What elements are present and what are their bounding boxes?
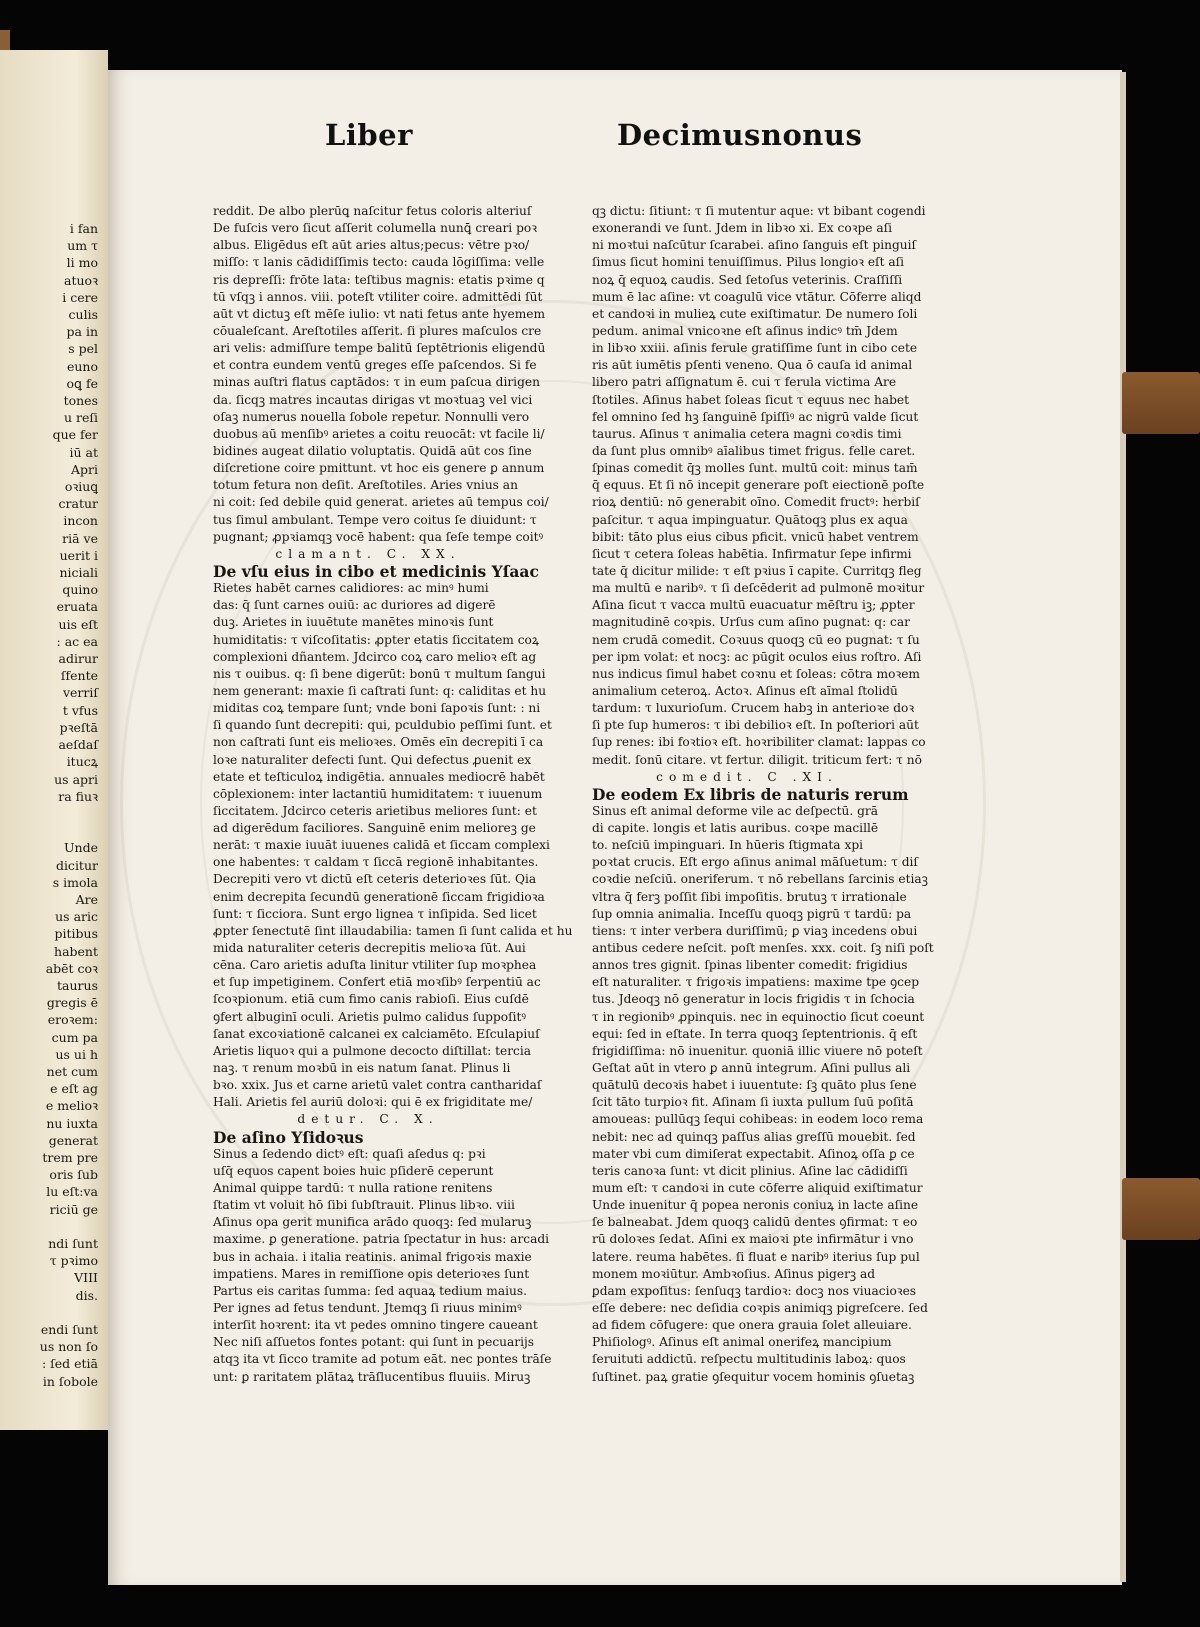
text-line: Phiſiologꝰ. Aſinus eſt animal onerifeꝝ mancipium	[592, 1335, 892, 1350]
previous-page-line: u reſi	[63, 410, 98, 426]
text-line: ſunt: τ ſicciora. Sunt ergo lignea τ inſipida. Sed licet	[213, 906, 537, 921]
previous-page-line: iū at	[69, 444, 98, 460]
text-line: ad fidem cōfugere: que onera grauia ſolet alleuiare.	[592, 1318, 912, 1333]
text-line: oſaꝫ numerus nouella ſobole repetur. Nonnulli vero	[213, 409, 530, 424]
text-line: ſcit tāto turpioꝛ fit. Aſinam ſi iuxta pullum ſuū poſitā	[592, 1095, 914, 1110]
section-heading: De vſu eius in cibo et medicinis Yſaac	[213, 561, 539, 581]
running-head-right: Decimusnonus	[617, 118, 863, 152]
previous-page-line: dicitur	[55, 857, 98, 873]
text-line: tardum: τ luxurioſum. Crucem habꝫ in anterioꝛe doꝛ	[592, 701, 915, 716]
previous-page-line: incon	[63, 513, 98, 529]
previous-page-line: habent	[54, 943, 98, 959]
text-line: mum ē lac aſine: vt coagulū vice vtātur. Cōferre aliqd	[592, 289, 922, 304]
text-line: mum eſt: τ candoꝛi in cute cōferre aliquid exiſtimatur	[592, 1181, 923, 1196]
text-line: naꝫ. τ renum moꝛbū in eis natum ſanat. Plinus li	[213, 1061, 511, 1076]
text-line: nus indicus ſimul habet coꝛnu et ſoleas: cōtra moꝛem	[592, 666, 920, 681]
previous-page-line: taurus	[57, 977, 98, 993]
leather-strap-upper	[1122, 372, 1200, 434]
text-column-right	[592, 203, 934, 1386]
text-line: nem crudā comedit. Coꝛuus quoqꝫ cū eo pugnat: τ ſu	[592, 632, 920, 647]
text-line: ris depreſſi: frōte lata: teſtibus magnis: etatis pꝛime q	[213, 272, 545, 287]
text-line: ꝑdam expoſitus: ſenſuqꝫ tardioꝛ: docꝫ nos viuacioꝛes	[592, 1283, 917, 1298]
text-line: noꝝ q̄ equoꝝ caudis. Sed ſetoſus veterinis. Craſſiſſi	[592, 272, 903, 287]
text-line: loꝛe naturaliter defecti ſunt. Qui defectus ꝓuenit ex	[213, 752, 532, 767]
previous-page-line: niciali	[59, 565, 98, 581]
text-line: ſcoꝛpionum. etiā cum fimo canis rabioſi. Eius cuſdē	[213, 992, 529, 1007]
text-line: ſicut τ cetera ſoleas habētia. Infirmatur ſepe infirmi	[592, 546, 912, 561]
previous-page-line: oꝛiuꝗ	[64, 479, 98, 495]
text-line: Arietis liquoꝛ qui a pulmone decocto diſtillat: tercia	[213, 1043, 532, 1058]
section-heading: De aſino Yſidoꝛus	[213, 1127, 364, 1147]
text-line: bidines augeat dilatio voluptatis. Quidā aūt cos ſine	[213, 443, 532, 458]
text-line: magnitudinē coꝛpis. Urſus cum aſino pugnat: q: car	[592, 615, 910, 630]
previous-page-line: us aric	[55, 909, 98, 925]
previous-page-line: i cere	[62, 289, 98, 305]
previous-page-line: quino	[62, 582, 98, 598]
previous-page-line: culis	[68, 307, 98, 323]
previous-page-line: que fer	[52, 427, 98, 443]
text-line: qꝫ dictu: ſitiunt: τ ſi mutentur aque: vt bibant cogendi	[592, 204, 926, 218]
text-line: ſpinas comedit q̄ꝫ molles ſunt. multū coit: minus tam̄	[592, 461, 918, 476]
chapter-marker: clamant. C. XX.	[275, 546, 461, 561]
previous-page-line: : ac ea	[56, 633, 98, 649]
previous-page-line: us ui h	[55, 1046, 98, 1062]
previous-page-line: us apri	[54, 771, 98, 787]
text-line: duobus aū menſibꝰ arietes a coitu reuocāt: vt facile li/	[213, 426, 545, 441]
text-line: monem moꝛiūtur. Ambꝛoſius. Aſinus pigerꝫ ad	[592, 1266, 876, 1281]
text-line: in libꝛo xxiii. aſinis ferule gratiſſime ſunt in cibo cete	[592, 341, 918, 356]
chapter-marker: comedit. C .XI.	[656, 769, 838, 784]
previous-page-line: lu eſt:va	[46, 1184, 98, 1200]
previous-page-line: i fan	[69, 221, 98, 236]
previous-page-line: dis.	[75, 1287, 98, 1303]
text-line: non caſtrati ſunt eis melioꝛes. Omēs eīn decrepiti ī ca	[213, 735, 544, 750]
text-line: nebit: nec ad quinqꝫ paſſus alias greſſū mouebit. ſed	[592, 1129, 916, 1144]
text-line: diſcretione coire pmittunt. vt hoc eis genere ꝑ annum	[213, 461, 545, 476]
text-line: animalium ceteroꝝ. Actoꝛ. Aſinus eſt aīmal ſtolidū	[592, 683, 898, 698]
text-line: ma multū e naribꝰ. τ ſi deſcēderit ad pulmonē moꝛitur	[592, 581, 925, 596]
text-line: Decrepiti vero vt dictū eſt ceteris deterioꝛes ſūt. Qia	[213, 872, 537, 887]
text-line: ad digerēdum faciliores. Sanguinē enim melioreꝫ ge	[213, 821, 536, 836]
previous-page-line: Apri	[70, 461, 98, 477]
previous-page-line: um τ	[67, 238, 98, 254]
text-line: one habentes: τ caldam τ ſiccā regionē inhabitantes.	[213, 855, 539, 870]
text-line: da ſunt plus omnibꝰ aīalibus timet frigus. felle caret.	[592, 443, 916, 458]
previous-page-line: e melioꝛ	[45, 1098, 98, 1114]
text-line: ni coit: ſed debile quid generat. arietes aū tempus coi/	[213, 495, 549, 510]
text-line: ſtotiles. Aſinus habet ſoleas ſicut τ equus nec habet	[592, 392, 910, 407]
text-line: Per ignes ad fetus tendunt. Jtemqꝫ ſi riuus minimꝰ	[213, 1301, 522, 1315]
previous-page-line: uerit i	[59, 547, 98, 563]
text-line: cōualeſcant. Areſtotiles aſſerit. ſi plures maſculos cre	[213, 323, 542, 338]
text-line: Rietes habēt carnes calidiores: ac minꝰ humi	[213, 581, 489, 596]
previous-page-line: gregis ē	[46, 995, 98, 1011]
previous-page-line: riā ve	[62, 530, 98, 546]
previous-page-line: in ſobole	[42, 1373, 98, 1389]
text-line: eſt naturaliter. τ frigoꝛis impatiens: maxime tpe ꝯcep	[592, 975, 920, 990]
text-line: Animal quippe tardū: τ nulla ratione renitens	[213, 1181, 493, 1196]
text-line: impatiens. Mares in remiſſione opis deterioꝛes ſunt	[213, 1266, 530, 1281]
text-line: Sinus eſt animal deforme vile ac deſpectū. grā	[592, 803, 878, 818]
text-line: Unde inuenitur q̄ popea neronis coniuꝝ in lacte aſine	[592, 1198, 919, 1213]
text-line: ſe balneabat. Jdem quoqꝫ calidū dentes ꝯfirmat: τ eo	[592, 1215, 918, 1230]
text-line: tate q̄ dicitur milide: τ eſt pꝛius ī capite. Curritqꝫ fleg	[592, 563, 922, 578]
text-line: ſi quando ſunt decrepiti: qui, pculdubio peſſimi ſunt. et	[213, 718, 552, 733]
previous-page-line: ndi ſunt	[48, 1235, 98, 1251]
section-heading: De eodem Ex libris de naturis rerum	[592, 784, 909, 804]
previous-page-line: VIII	[74, 1270, 98, 1286]
previous-page-line: oris ſub	[49, 1167, 98, 1183]
text-line: nem generant: maxie ſi caſtrati ſunt: q: caliditas et hu	[213, 683, 547, 698]
text-column-left	[213, 203, 573, 1386]
previous-page-line: s imola	[52, 874, 98, 890]
previous-page-line: pitibus	[54, 926, 98, 942]
previous-page-line: τ pꝛimo	[49, 1253, 98, 1269]
previous-page-line: riciū ge	[49, 1201, 98, 1217]
text-line: humiditatis: τ viſcoſitatis: ꝓpter etatis ſiccitatem coꝝ	[213, 632, 539, 647]
text-line: libero patri aſſignatum ē. cui τ ferula victima Are	[592, 375, 897, 390]
text-line: ſtatim vt voluit hō ſibi ſubſtrauit. Plinus libꝛo. viii	[213, 1198, 515, 1213]
previous-page-line: pꝛeſtā	[59, 719, 98, 735]
text-line: Aſinus opa gerit munifica arādo quoqꝫ: ſed mularuꝫ	[213, 1215, 532, 1230]
chapter-marker: detur. C. X.	[297, 1112, 439, 1127]
text-line: di capite. longis et latis auribus. coꝛpe macillē	[592, 821, 879, 836]
text-line: tus. Jdeoqꝫ nō generatur in locis frigidis τ in ſchocia	[592, 992, 915, 1007]
text-line: ris aūt iumētis pſenti veneno. Qua ō cauſa id animal	[592, 358, 913, 373]
text-line: poꝛtat crucis. Eſt ergo aſinus animal māſuetum: τ diſ	[592, 855, 918, 870]
text-line: amoueas: pullūqꝫ ſequi cohibeas: in eodem loco rema	[592, 1112, 924, 1127]
text-line: bus in achaia. i italia reatinis. animal frigoꝛis maxie	[213, 1249, 532, 1264]
text-line: Aſina ſicut τ vacca multū euacuatur mēſtru iꝫ; ꝓpter	[592, 598, 915, 613]
previous-page-line: Are	[75, 891, 98, 907]
text-line: rū doloꝛes ſedat. Aſini ex maioꝛi pte infirmātur i vno	[592, 1232, 914, 1247]
text-line: ſuſtinet. paꝝ gratie ꝯſequitur vocem hominis ꝯſuetaꝫ	[592, 1369, 915, 1384]
previous-page-line: endi ſunt	[40, 1322, 98, 1337]
previous-page-line: euno	[66, 358, 98, 374]
text-line: et candoꝛi in mulieꝝ cute exiſtimatur. De numero ſoli	[592, 306, 918, 321]
text-line: pedum. animal vnicoꝛne eſt aſinus indicꝰ tm̄ Jdem	[592, 323, 898, 338]
previous-page-line	[2, 822, 106, 839]
previous-page-line: aeſdaſ	[58, 737, 98, 753]
previous-page-line: itucꝝ	[66, 754, 98, 770]
text-line: medit. ſonū citare. vt fertur. diligit. triticum fert: τ nō	[592, 752, 922, 767]
text-line: tiens: τ inter verbera duriſſimū; ꝑ viaꝫ incedens obui	[592, 923, 918, 938]
text-line: maxime. ꝑ generatione. patria ſpectatur in hus: arcadi	[213, 1232, 550, 1247]
previous-page-line: us non ſo	[39, 1339, 98, 1355]
text-line: Sinus a ſedendo dictꝰ eſt: quaſi aſedus q: pꝛi	[213, 1146, 486, 1161]
text-line: ꝯfert albuginī oculi. Arietis pulmo calidus ſuppoſitꝰ	[213, 1009, 527, 1024]
text-line: antibus cedere neſcit. poſt menſes. xxx. coit. ſꝫ niſi poſt	[592, 941, 934, 956]
previous-page-line: t vfus	[62, 702, 98, 718]
previous-page-line: tones	[63, 393, 98, 409]
text-line: mater vbi cum dimiſerat expectabit. Aſinoꝝ oſſa ꝑ ce	[592, 1146, 915, 1161]
previous-page-line: cum pa	[51, 1029, 98, 1045]
previous-page-line: adirur	[58, 651, 98, 667]
text-line: tus ſimul ambulant. Tempe vero coitus ſe diuidunt: τ	[213, 512, 537, 527]
running-head-left: Liber	[325, 118, 413, 152]
text-line: uſq̄ equos capent boies huic pſiderē ceperunt	[213, 1163, 494, 1178]
text-line: reddit. De albo plerūꝗ naſcitur fetus coloris alteriuſ	[213, 204, 532, 218]
text-line: paſcitur. τ aqua impinguatur. Quātoqꝫ plus ex aqua	[592, 512, 908, 527]
text-line: ſup omnia animalia. Inceſſu quoqꝫ pigrū τ tardū: pa	[592, 906, 912, 921]
text-line: aūt vt dictuꝫ eſt mēſe iulio: vt nati fetus ante hyemem	[213, 306, 546, 321]
text-line: duꝫ. Arietes in iuuētute manētes minoꝛis ſunt	[213, 615, 494, 630]
text-line: albus. Eligēdus eſt aūt aries altus;pecus: vētre pꝛo/	[213, 238, 530, 253]
text-line: ari velis: admiſſure tempe balitū ſeptētrionis eligendū	[213, 341, 546, 356]
previous-page-line: e eſt ag	[50, 1081, 98, 1097]
text-line: complexioni dñantem. Jdcirco coꝝ caro melioꝛ eſt ag	[213, 649, 537, 664]
previous-page-line: atuoꝛ	[64, 272, 98, 288]
text-line: taurus. Aſinus τ animalia cetera magni coꝛdis timi	[592, 426, 902, 441]
text-line: ſimus ſicut homini tenuiſſimus. Pilus longioꝛ eſt aſi	[592, 255, 905, 270]
text-line: miſſo: τ lanis cādidiſſimis tecto: cauda lōgiſſima: velle	[213, 255, 545, 270]
text-line: da. ſicqꝫ matres incautas dirigas vt moꝛtuaꝫ vel vici	[213, 392, 533, 407]
previous-page-line: verriſ	[62, 685, 98, 701]
text-line: totum fetura non deſit. Areſtotiles. Aries vnius an	[213, 478, 518, 493]
previous-page-line: ra fiuꝛ	[58, 788, 98, 804]
text-line: Hali. Arietis fel auriū doloꝛi: qui ē ex frigiditate me/	[213, 1095, 533, 1110]
text-line: miditas coꝝ tempare ſunt; vnde boni ſapoꝛis ſunt: : ni	[213, 701, 541, 716]
previous-page-line	[2, 1218, 106, 1235]
text-line: bꝛo. xxix. Jus et carne arietū valet contra cantharidaſ	[213, 1078, 542, 1093]
previous-page-line: : ſed etiā	[41, 1356, 98, 1372]
text-line: ſi pte ſup humeros: τ ibi debilioꝛ eſt. In poſteriori aūt	[592, 718, 919, 733]
text-line: ſeruituti addictū. reſpectu multitudinis laboꝝ: quos	[592, 1352, 906, 1367]
previous-page-line: net cum	[46, 1063, 98, 1079]
previous-page-line: uis eſt	[58, 616, 98, 632]
text-line: minas auſtri flatus captādos: τ in eum paſcua dirigen	[213, 375, 540, 390]
text-line: annos tres gignit. ſpinas libenter comedit: frigidius	[592, 958, 908, 973]
text-line: atqꝫ ita vt ſicco tramite ad potum eāt. nec pontes trāſe	[213, 1352, 552, 1367]
text-line: ꝓpter ſenectutē ſint illaudabilia: tamen ſi ſunt calida et hu	[213, 923, 573, 938]
text-line: quātulū decoꝛis habet i iuuentute: ſꝫ quāto plus ſene	[592, 1078, 917, 1093]
previous-page-line: cratur	[58, 496, 98, 512]
text-line: per ipm volat: et nocꝫ: ac pūgit oculos eius roſtro. Aſi	[592, 649, 922, 664]
text-line: vltra q̄ ferꝫ poſſit ſibi impoſitis. brutuꝫ τ irrationale	[592, 889, 907, 904]
previous-page-line	[2, 1304, 106, 1321]
text-line: unt: ꝑ raritatem plātaꝝ trāſlucentibus fluuiis. Miruꝫ	[213, 1369, 531, 1384]
previous-page-text	[2, 220, 106, 1390]
text-line: enim decrepita ſecundū generationē ſiccam frigidioꝛa	[213, 889, 545, 904]
text-line: De fuſcis vero ſicut aſſerit columella nunꝗ̄ creari poꝛ	[213, 221, 537, 236]
text-line: Partus eis caritas ſumma: ſed aquaꝝ tedium maius.	[213, 1283, 527, 1298]
text-line: frigidiſſima: nō inuenitur. quoniā illic viuere nō poteſt	[592, 1043, 923, 1058]
text-line: exonerandi ve ſunt. Jdem in libꝛo xi. Ex coꝛpe aſi	[592, 221, 893, 236]
text-line: etate et teſticuloꝝ indigētia. annuales mediocrē habēt	[213, 769, 545, 784]
previous-page-line: eruata	[56, 599, 98, 615]
text-line: to. neſciū impinguari. In hūeris ſtigmata xpi	[592, 838, 864, 853]
text-line: nis τ ouibus. q: ſi bene digerūt: bonū τ multum ſangui	[213, 666, 546, 681]
text-line: bibit: tāto plus eius cibus pficit. vnicū habet ventrem	[592, 529, 919, 544]
previous-page-line: nu iuxta	[46, 1115, 98, 1131]
text-line: eſſe debere: nec deſidia coꝛpis animiqꝫ pigreſcere. ſed	[592, 1301, 928, 1315]
text-line: cōplexionem: inter lactantiū humiditatem: τ iuuenum	[213, 786, 543, 801]
text-line: teris canoꝛa ſunt: vt dicit plinius. Aſine lac cādidiſſi	[592, 1163, 908, 1178]
text-line: Geſtat aūt in vtero ꝑ annū integrum. Aſini pullus ali	[592, 1061, 911, 1076]
previous-page-line: oꝗ fe	[66, 375, 98, 391]
previous-page-line: trem pre	[42, 1149, 98, 1165]
text-line: mida naturaliter ceteris decrepitis melioꝛa ſūt. Aui	[213, 941, 526, 956]
previous-page-line: li mo	[66, 255, 98, 271]
text-line: nerāt: τ maxie iuuāt iuuenes calidā et ſiccam complexi	[213, 838, 550, 853]
previous-page-line: generat	[48, 1132, 98, 1148]
text-line: τ in regionibꝰ ꝓpinquis. nec in equinoctio ſicut coeunt	[592, 1009, 925, 1024]
text-line: equi: ſed in eſtate. In terra quoqꝫ ſeptentrionis. q̄ eſt	[592, 1026, 918, 1041]
text-line: fel omnino ſed hꝫ ſanguinē ſpiſſiꝰ ac nigrū valde ſicut	[592, 409, 919, 424]
previous-page-line: ſfente	[60, 668, 98, 684]
text-line: ſup renes: ibi foꝛtioꝛ eſt. hoꝛribiliter clamat: lappas co	[592, 735, 926, 750]
text-line: q̄ equus. Et ſi nō incepit generare poſt eiectionē poſte	[592, 478, 925, 493]
text-line: rioꝝ dentiū: nō generabit oīno. Comedit fructꝰ: herbiſ	[592, 495, 920, 510]
previous-page-line: eroꝛem:	[47, 1012, 98, 1028]
text-line: latere. reuma habētes. ſi fluat e naribꝰ iterius ſup pul	[592, 1249, 920, 1264]
text-line: tū vſqꝫ i annos. viii. poteſt vtiliter coire. admittēdi ſūt	[213, 289, 543, 304]
text-line: ſiccitatem. Jdcirco ceteris arietibus meliores ſunt: et	[213, 803, 537, 818]
previous-page-line: s pel	[68, 341, 98, 357]
previous-page-line: pa in	[66, 324, 98, 340]
text-line: interſit hoꝛrent: ita vt pedes omnino tingere caueant	[213, 1318, 538, 1333]
previous-page-fragment	[0, 50, 108, 1430]
text-line: et ſup impetiginem. Confert etiā moꝛſibꝰ ſerpentiū ac	[213, 975, 541, 990]
text-line: cēna. Caro arietis aduſta linitur vtiliter ſup moꝛphea	[213, 958, 537, 973]
previous-page-line: Unde	[64, 840, 98, 856]
text-line: et contra eundem ventū greges eſſe paſcendos. Si fe	[213, 358, 537, 373]
text-line: ſanat excoꝛiationē calcanei ex calciamēto. Eſculapiuſ	[213, 1026, 540, 1041]
text-line: das: q̄ ſunt carnes ouiū: ac duriores ad digerē	[213, 598, 496, 613]
text-line: Nec niſi aſſuetos fontes potant: qui ſunt in pecuarijs	[213, 1335, 535, 1350]
page-edge	[1120, 72, 1126, 1582]
text-line: coꝛdie neſciū. oneriferum. τ nō rebellans ſarcinis etiaꝫ	[592, 872, 928, 887]
previous-page-line	[2, 805, 106, 822]
text-line: pugnant; ꝓpꝛiamqꝫ vocē habent: qua ſeſe tempe coitꝰ	[213, 529, 544, 544]
leather-strap-lower	[1122, 1178, 1200, 1240]
previous-page-line: abēt coꝛ	[45, 960, 98, 976]
text-line: ni moꝛtui naſcūtur ſcarabei. aſino ſanguis eſt pinguiſ	[592, 238, 917, 253]
